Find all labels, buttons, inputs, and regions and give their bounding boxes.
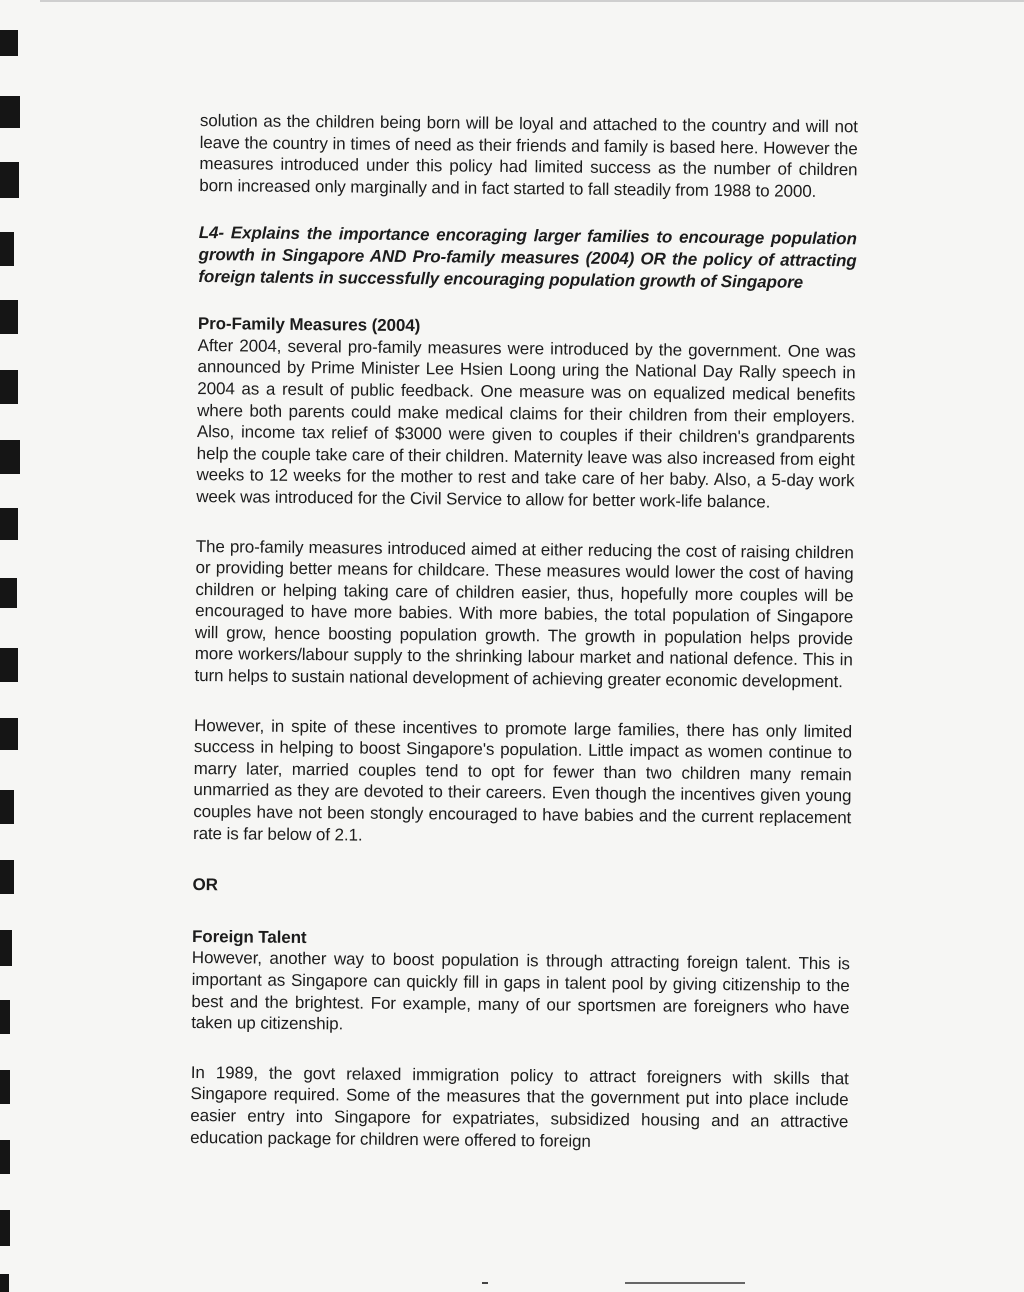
section-heading-pro-family: Pro-Family Measures (2004) [197, 314, 421, 336]
binding-spine [0, 0, 24, 1292]
paragraph: However, in spite of these incentives to promote large families, there has only limited success in helping to boost Singapore's population. Little impact as women continue to marry later, married couples tend to opt for fewer than two children many remain unmarried as they are devoted to their careers. Even though the incentives given young couples have not been stongly encouraged to have babies and the current replacement rate is far below of 2.1. [192, 715, 853, 845]
section-heading-foreign-talent: Foreign Talent [191, 926, 307, 947]
paragraph: In 1989, the govt relaxed immigration policy to attract foreigners with skills that Singapore required. Some of the measures that the government put into place include easier entry into Singapore for expatriates, subsidized housing and an attractive education package for children were offered to foreign [190, 1062, 849, 1151]
document-body [190, 110, 858, 1154]
intro-paragraph: solution as the children being born will be loyal and attached to the country and will not leave the country in times of need as their friends and family is based here. However the measures introduced under this policy had limited success as the number of children born increased only marginally and in fact started to fall steadily from 1988 to 2000. [199, 110, 858, 201]
paragraph: After 2004, several pro-family measures were introduced by the government. One was announced by Prime Minister Lee Hsien Loong uring the National Day Rally speech in 2004 as a result of public feedback. One measure was on equalized medical benefits where both parents could make medical claims for their children from their employers. Also, income tax relief of $3000 were given to couples if their children's grandparents help the couple take care of their children. Maternity leave was also increased from eight weeks to 12 weeks for the mother to rest and take care of her baby. Also, a 5-day work week was introduced for the Civil Service to allow for better work-life balance. [196, 335, 856, 512]
page-top-edge [40, 0, 1024, 2]
or-separator: OR [192, 875, 218, 895]
paragraph: However, another way to boost population is through attracting foreign talent. This is important as Singapore can quickly fill in gaps in talent pool by giving citizenship to the best and the brightest. For example, many of our sportsmen are foreigners who have taken up citizenship. [191, 948, 850, 1034]
cut-off-footer [470, 1282, 1024, 1292]
level-descriptor-heading: L4- Explains the importance encoraging larger families to encourage population growth in Singapore AND Pro-family measures (2004) OR the policy of attracting foreign talents in successfully encouraging population growth of Singapore [198, 223, 857, 292]
paragraph: The pro-family measures introduced aimed at either reducing the cost of raising children or providing better means for childcare. These measures would lower the cost of having children or helping taking care of children easier, thus, hopefully more couples will be encouraged to have more babies. With more babies, the total population of Singapore will grow, hence boosting population growth. The growth in population helps provide more workers/labour supply to the shrinking labour market and national defence. This in turn helps to sustain national development of achieving greater economic development. [194, 536, 854, 692]
